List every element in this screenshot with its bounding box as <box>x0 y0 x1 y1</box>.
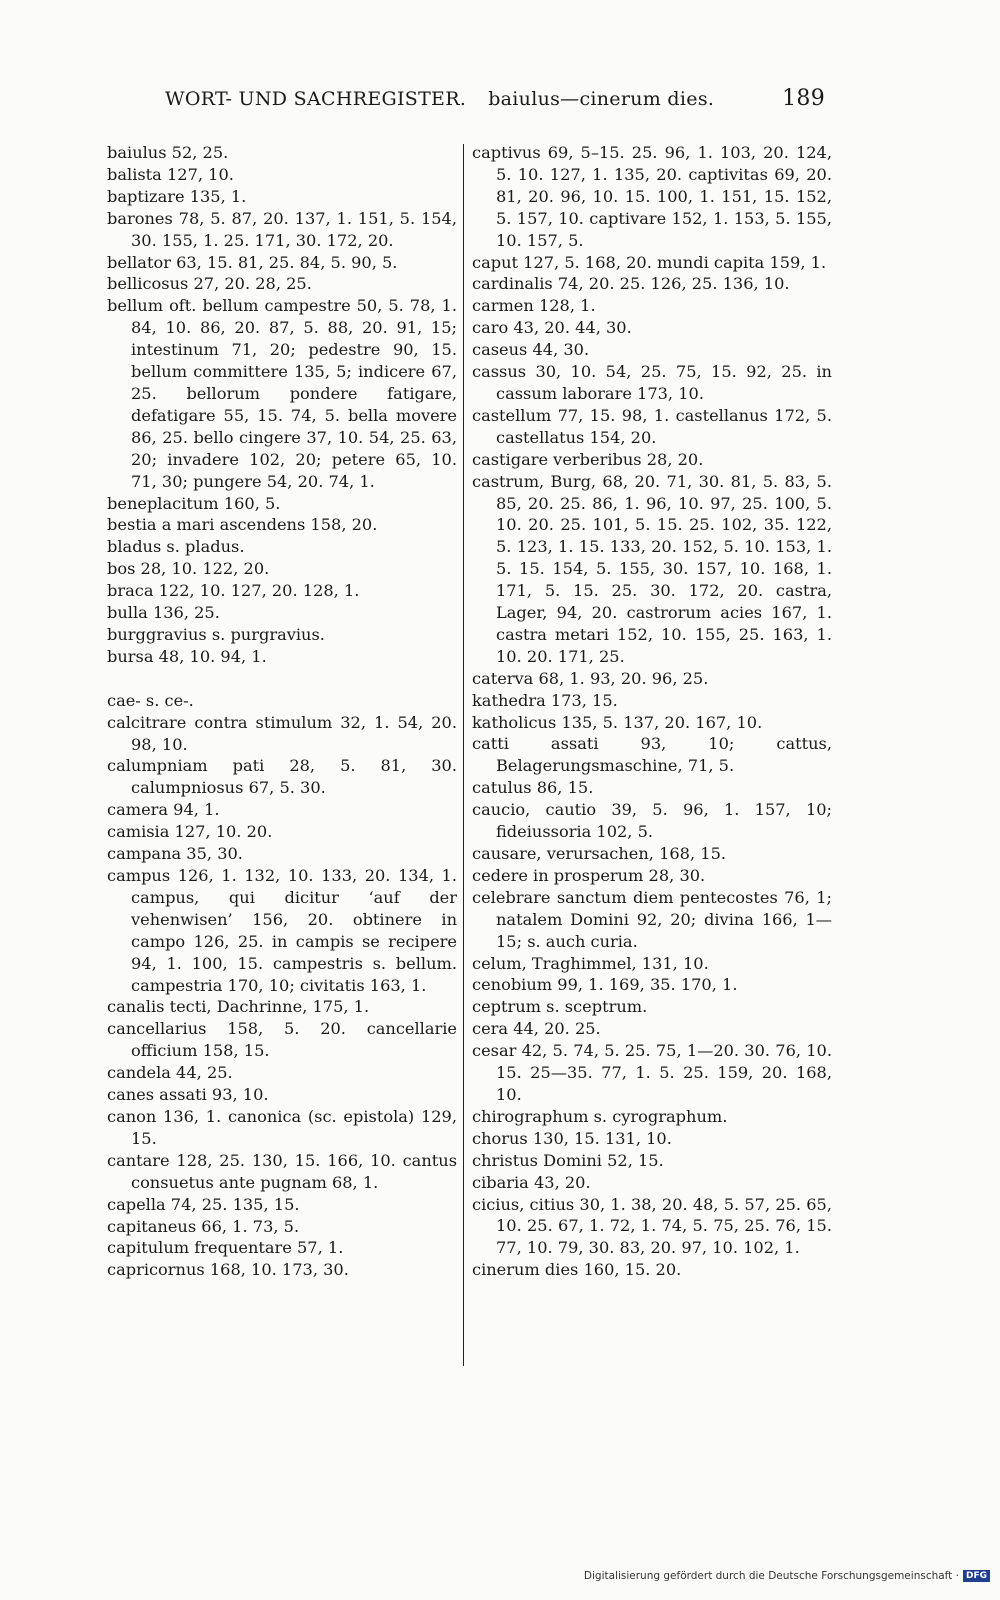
index-entry: baptizare 135, 1. <box>107 186 247 206</box>
index-entry: canes assati 93, 10. <box>107 1085 269 1105</box>
index-entry: bladus s. pladus. <box>107 537 245 557</box>
index-entry: cardinalis 74, 20. 25. 126, 25. 136, 10. <box>472 274 790 294</box>
index-entry: cinerum dies 160, 15. 20. <box>472 1260 682 1280</box>
index-entry: capella 74, 25. 135, 15. <box>107 1194 300 1214</box>
index-entry: calcitrare contra stimulum 32, 1. 54, 20. 98, 10. <box>107 712 457 754</box>
index-entry: calumpniam pati 28, 5. 81, 30. calumpniosus 67, 5. 30. <box>107 756 457 798</box>
index-entry: carmen 128, 1. <box>472 296 596 316</box>
index-entry: ceptrum s. sceptrum. <box>472 997 648 1017</box>
index-column-left <box>107 142 457 1281</box>
index-entry: cae- s. ce-. <box>107 690 194 710</box>
index-entry: balista 127, 10. <box>107 164 234 184</box>
header-title: WORT- UND SACHREGISTER. <box>165 88 467 110</box>
index-entry: cesar 42, 5. 74, 5. 25. 75, 1—20. 30. 76, 10. 15. 25—35. 77, 1. 5. 25. 159, 20. 168, 10. <box>472 1041 832 1104</box>
header-range: baiulus—cinerum dies. <box>488 88 715 110</box>
index-entry: bellum oft. bellum campestre 50, 5. 78, 1. 84, 10. 86, 20. 87, 5. 88, 20. 91, 15; intestinum 71, 20; pedestre 90, 15. bellum committere 135, 5; indicere 67, 25. bellorum pondere fatigare, defatigare 55, 15. 74, 5. bella movere 86, 25. bello cingere 37, 10. 54, 25. 63, 20; invadere 102, 20; petere 65, 10. 71, 30; pungere 54, 20. 74, 1. <box>107 296 457 491</box>
index-entry: catulus 86, 15. <box>472 778 594 798</box>
index-entry: bursa 48, 10. 94, 1. <box>107 646 267 666</box>
index-entry: cicius, citius 30, 1. 38, 20. 48, 5. 57, 25. 65, 10. 25. 67, 1. 72, 1. 74, 5. 75, 25. 76, 15. 77, 10. 79, 30. 83, 20. 97, 10. 102, 1. <box>472 1194 832 1258</box>
index-entry: bellicosus 27, 20. 28, 25. <box>107 274 312 294</box>
index-entry: capitulum frequentare 57, 1. <box>107 1238 344 1258</box>
column-divider <box>463 144 464 1366</box>
index-entry: captivus 69, 5–15. 25. 96, 1. 103, 20. 124, 5. 10. 127, 1. 135, 20. captivitas 69, 20. 81, 20. 96, 10. 15. 100, 1. 151, 15. 152, 5. 157, 10. captivare 152, 1. 153, 5. 155, 10. 157, 5. <box>472 143 832 250</box>
index-entry: castellum 77, 15. 98, 1. castellanus 172, 5. castellatus 154, 20. <box>472 405 832 447</box>
index-entry: bulla 136, 25. <box>107 603 220 623</box>
index-entry: bestia a mari ascendens 158, 20. <box>107 515 378 535</box>
index-entry: cenobium 99, 1. 169, 35. 170, 1. <box>472 975 738 995</box>
index-entry: capitaneus 66, 1. 73, 5. <box>107 1216 300 1236</box>
index-entry: candela 44, 25. <box>107 1063 233 1083</box>
index-entry: baiulus 52, 25. <box>107 143 229 162</box>
index-entry: cibaria 43, 20. <box>472 1172 591 1192</box>
index-entry: campus 126, 1. 132, 10. 133, 20. 134, 1. campus, qui dicitur ‘auf der vehenwisen’ 156, 20. obtinere in campo 126, 25. in campis se recipere 94, 1. 100, 15. campestris s. bellum. campestria 170, 10; civitatis 163, 1. <box>107 866 457 995</box>
index-entry: katholicus 135, 5. 137, 20. 167, 10. <box>472 712 763 732</box>
index-entry: camisia 127, 10. 20. <box>107 822 273 842</box>
index-entry: canon 136, 1. canonica (sc. epistola) 129, 15. <box>107 1106 457 1148</box>
index-entry: barones 78, 5. 87, 20. 137, 1. 151, 5. 154, 30. 155, 1. 25. 171, 30. 172, 20. <box>107 208 457 250</box>
index-entry: capricornus 168, 10. 173, 30. <box>107 1260 349 1280</box>
index-entry: cassus 30, 10. 54, 25. 75, 15. 92, 25. in cassum laborare 173, 10. <box>472 362 832 403</box>
section-gap <box>107 668 457 690</box>
index-entry: cancellarius 158, 5. 20. cancellarie officium 158, 15. <box>107 1019 457 1061</box>
index-entry: celum, Traghimmel, 131, 10. <box>472 953 709 973</box>
index-entry: cantare 128, 25. 130, 15. 166, 10. cantus consuetus ante pugnam 68, 1. <box>107 1150 457 1192</box>
index-entry: chorus 130, 15. 131, 10. <box>472 1128 672 1148</box>
index-entry: christus Domini 52, 15. <box>472 1150 664 1170</box>
index-entry: catti assati 93, 10; cattus, Belagerungsmaschine, 71, 5. <box>472 734 832 776</box>
index-entry: kathedra 173, 15. <box>472 690 618 710</box>
footer-text: Digitalisierung gefördert durch die Deutsche Forschungsgemeinschaft · <box>583 1570 959 1582</box>
index-entry: caro 43, 20. 44, 30. <box>472 318 632 338</box>
index-entry: canalis tecti, Dachrinne, 175, 1. <box>107 997 370 1017</box>
index-entry: caseus 44, 30. <box>472 340 590 360</box>
index-entry: cera 44, 20. 25. <box>472 1019 601 1039</box>
index-entry: castrum, Burg, 68, 20. 71, 30. 81, 5. 83, 5. 85, 20. 25. 86, 1. 96, 10. 97, 25. 100, 5. 10. 20. 25. 101, 5. 15. 25. 102, 35. 122, 5. 123, 1. 15. 133, 20. 152, 5. 10. 153, 1. 5. 15. 154, 5. 155, 30. 157, 10. 168, 1. 171, 5. 15. 25. 30. 172, 20. castra, Lager, 94, 20. castrorum acies 167, 1. castra metari 152, 10. 155, 25. 163, 1. 10. 20. 171, 25. <box>472 471 832 666</box>
page-number: 189 <box>782 86 825 111</box>
dfg-logo: DFG <box>963 1570 990 1582</box>
index-entry: braca 122, 10. 127, 20. 128, 1. <box>107 581 360 601</box>
footer-credit <box>584 1570 990 1582</box>
index-entry: causare, verursachen, 168, 15. <box>472 844 727 863</box>
index-entry: campana 35, 30. <box>107 844 243 864</box>
index-entry: castigare verberibus 28, 20. <box>472 449 704 469</box>
index-entry: caput 127, 5. 168, 20. mundi capita 159, 1. <box>472 252 827 272</box>
index-entry: beneplacitum 160, 5. <box>107 493 281 513</box>
index-entry: bos 28, 10. 122, 20. <box>107 559 270 579</box>
index-entry: celebrare sanctum diem pentecostes 76, 1; natalem Domini 92, 20; divina 166, 1—15; s. auch curia. <box>472 887 832 951</box>
index-column-right <box>472 142 832 1281</box>
index-entry: cedere in prosperum 28, 30. <box>472 865 706 885</box>
index-entry: chirographum s. cyrographum. <box>472 1106 728 1126</box>
index-entry: burggravius s. purgravius. <box>107 624 325 644</box>
index-entry: caterva 68, 1. 93, 20. 96, 25. <box>472 668 709 688</box>
index-entry: caucio, cautio 39, 5. 96, 1. 157, 10; fideiussoria 102, 5. <box>472 800 832 842</box>
index-entry: camera 94, 1. <box>107 800 220 820</box>
running-header <box>165 86 825 111</box>
index-entry: bellator 63, 15. 81, 25. 84, 5. 90, 5. <box>107 252 398 272</box>
